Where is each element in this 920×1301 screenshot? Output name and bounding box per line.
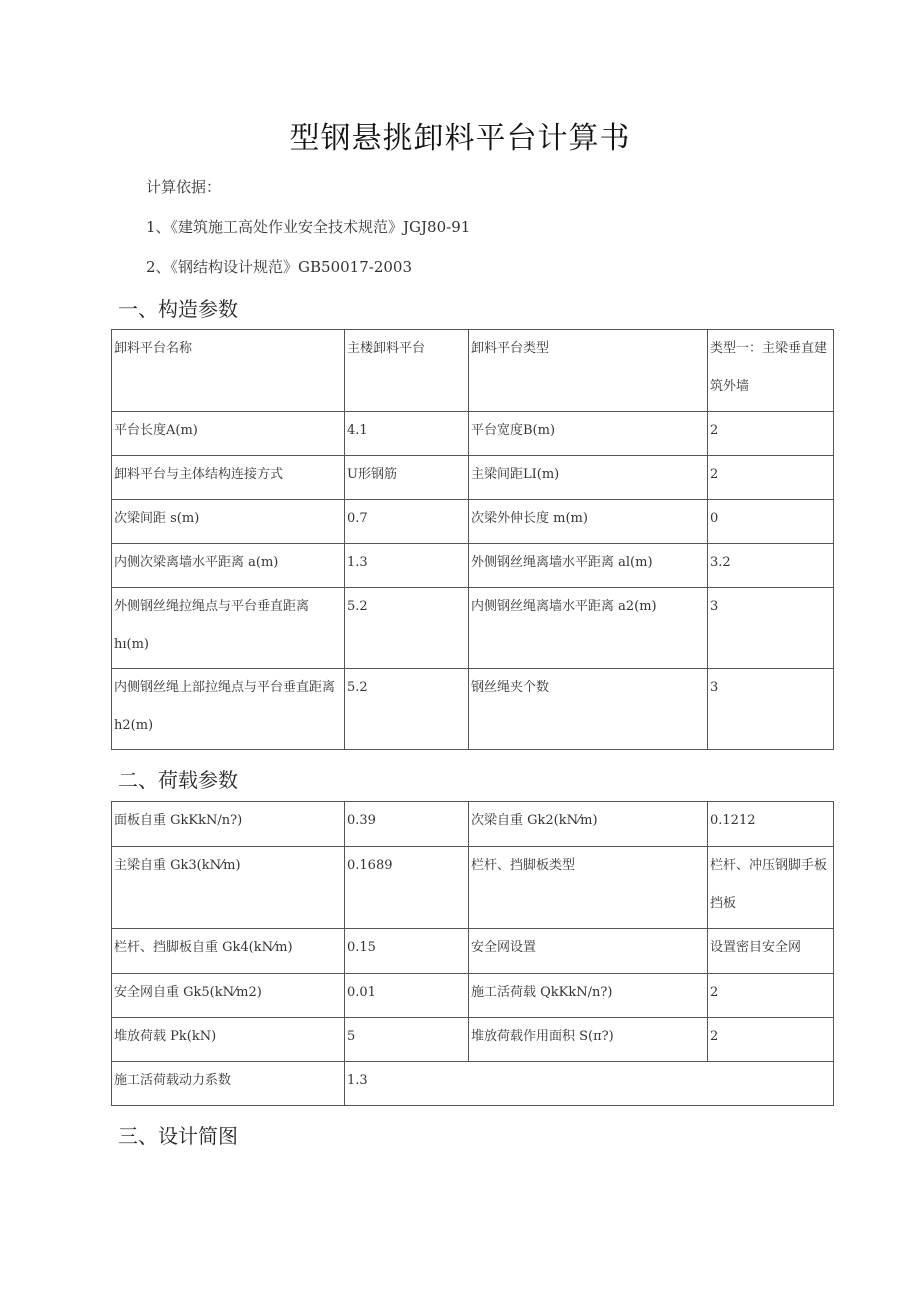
table-cell: 外侧钢丝绳拉绳点与平台垂直距离hı(m) — [112, 588, 345, 669]
table-cell: 4.1 — [345, 412, 469, 456]
reference-1: 1、《建筑施工高处作业安全技术规范》JGJ80-91 — [146, 218, 471, 236]
basis-label: 计算依据： — [146, 178, 222, 196]
table-row — [112, 847, 834, 929]
table-cell: 安全网设置 — [469, 929, 708, 974]
table-cell: 平台宽度B(m) — [469, 412, 708, 456]
load-parameters-table — [111, 801, 834, 1106]
table-cell: 卸料平台类型 — [469, 330, 708, 412]
table-row — [112, 1018, 834, 1062]
table-cell: 内侧次梁离墙水平距离 a(m) — [112, 544, 345, 588]
table-cell: 主梁间距LI(m) — [469, 456, 708, 500]
table-row — [112, 456, 834, 500]
table-row — [112, 929, 834, 974]
table-cell: 3 — [708, 669, 834, 750]
table-row — [112, 330, 834, 412]
table-cell: 次梁外伸长度 m(m) — [469, 500, 708, 544]
section-heading-structure: 一、构造参数 — [118, 297, 238, 321]
section-heading-loads: 二、荷载参数 — [118, 768, 238, 792]
table-cell: 0.39 — [345, 802, 469, 847]
table-cell: 0.1212 — [708, 802, 834, 847]
table-cell: 次梁间距 s(m) — [112, 500, 345, 544]
document-title: 型钢悬挑卸料平台计算书 — [289, 121, 631, 156]
table-cell: 2 — [708, 412, 834, 456]
table-cell: 主楼卸料平台 — [345, 330, 469, 412]
table-cell: 内侧钢丝绳上部拉绳点与平台垂直距离 h2(m) — [112, 669, 345, 750]
table-cell: 施工活荷载动力系数 — [112, 1062, 345, 1106]
table-cell: 安全网自重 Gk5(kN⁄m2) — [112, 974, 345, 1018]
table-row — [112, 1062, 834, 1106]
table-row — [112, 802, 834, 847]
table-cell: 内侧钢丝绳离墙水平距离 a2(m) — [469, 588, 708, 669]
table-cell: 栏杆、挡脚板自重 Gk4(kN⁄m) — [112, 929, 345, 974]
table-cell: 平台长度A(m) — [112, 412, 345, 456]
table-cell: 面板自重 GkKkN/n?) — [112, 802, 345, 847]
table-cell: 堆放荷载作用面积 S(π?) — [469, 1018, 708, 1062]
table-cell: U形钢筋 — [345, 456, 469, 500]
table-cell: 2 — [708, 1018, 834, 1062]
table-cell: 2 — [708, 974, 834, 1018]
table-row — [112, 588, 834, 669]
table-cell: 卸料平台与主体结构连接方式 — [112, 456, 345, 500]
structure-parameters-table — [111, 329, 834, 750]
table-cell: 设置密目安全网 — [708, 929, 834, 974]
table-cell: 外侧钢丝绳离墙水平距离 al(m) — [469, 544, 708, 588]
table-cell: 主梁自重 Gk3(kN⁄m) — [112, 847, 345, 929]
table-cell: 0 — [708, 500, 834, 544]
table-cell: 3 — [708, 588, 834, 669]
table-cell: 0.01 — [345, 974, 469, 1018]
table-cell: 5.2 — [345, 669, 469, 750]
table-cell: 钢丝绳夹个数 — [469, 669, 708, 750]
table-cell: 类型一：主梁垂直建筑外墙 — [708, 330, 834, 412]
table-cell: 堆放荷载 Pk(kN) — [112, 1018, 345, 1062]
reference-2: 2、《钢结构设计规范》GB50017-2003 — [146, 258, 413, 276]
table-cell: 施工活荷载 QkKkN/n?) — [469, 974, 708, 1018]
table-row — [112, 669, 834, 750]
table-row — [112, 974, 834, 1018]
section-heading-diagram: 三、设计简图 — [118, 1124, 238, 1148]
table-cell: 5 — [345, 1018, 469, 1062]
table-cell: 3.2 — [708, 544, 834, 588]
table-cell: 0.1689 — [345, 847, 469, 929]
table-cell: 1.3 — [345, 1062, 834, 1106]
table-cell: 0.7 — [345, 500, 469, 544]
table-row — [112, 544, 834, 588]
table-row — [112, 500, 834, 544]
table-cell: 2 — [708, 456, 834, 500]
table-cell: 1.3 — [345, 544, 469, 588]
table-cell: 0.15 — [345, 929, 469, 974]
table-cell: 栏杆、挡脚板类型 — [469, 847, 708, 929]
table-cell: 5.2 — [345, 588, 469, 669]
table-cell: 卸料平台名称 — [112, 330, 345, 412]
table-cell: 栏杆、冲压钢脚手板挡板 — [708, 847, 834, 929]
table-cell: 次梁自重 Gk2(kN⁄m) — [469, 802, 708, 847]
table-row — [112, 412, 834, 456]
